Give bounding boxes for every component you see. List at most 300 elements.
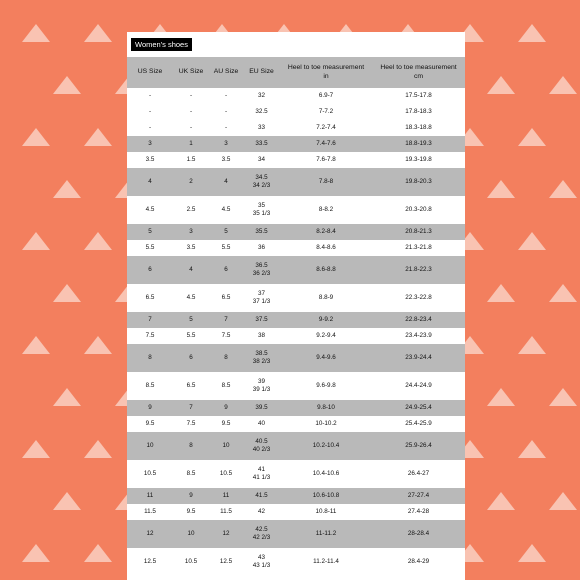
cell-heel-toe-in: [280, 488, 372, 504]
table-row: [127, 224, 465, 240]
cell-text: 9.4-9.6: [316, 354, 336, 362]
cell-heel-toe-in: [280, 328, 372, 344]
cell-text: 12: [222, 530, 230, 538]
cell-text: -: [224, 108, 228, 116]
table-row: [127, 344, 465, 372]
cell-text: 21.8-22.3: [405, 266, 432, 274]
cell-us-size: [127, 224, 173, 240]
cell-text: 6.5: [145, 294, 155, 302]
cell-au-size: [209, 548, 243, 576]
cell-text: 3: [148, 140, 152, 148]
cell-text: 8: [224, 354, 228, 362]
triangle-shape: [84, 440, 112, 458]
cell-heel-toe-in: [280, 168, 372, 196]
cell-uk-size: [173, 520, 209, 548]
cell-text: 20.3-20.8: [405, 206, 432, 214]
cell-au-size: [209, 460, 243, 488]
cell-us-size: [127, 104, 173, 120]
triangle-shape: [549, 284, 577, 302]
cell-heel-toe-in: [280, 120, 372, 136]
table-row: [127, 152, 465, 168]
cell-text: 10.6-10.8: [312, 492, 340, 500]
cell-us-size: [127, 344, 173, 372]
triangle-shape: [53, 180, 81, 198]
cell-text: in: [323, 72, 329, 80]
triangle-shape: [518, 232, 546, 250]
cell-text: 9.2-9.4: [316, 332, 336, 340]
triangle-shape: [22, 128, 50, 146]
cell-uk-size: [173, 168, 209, 196]
cell-text: 6.5: [221, 294, 231, 302]
cell-au-size: [209, 400, 243, 416]
table-row: [127, 520, 465, 548]
triangle-shape: [22, 24, 50, 42]
cell-text: 9.8-10: [317, 404, 335, 412]
cell-text: 8.5: [145, 382, 155, 390]
cell-au-size: [209, 136, 243, 152]
cell-text: 6: [224, 266, 228, 274]
cell-text: 42.5: [255, 526, 268, 534]
cell-text: 41: [257, 466, 265, 474]
cell-eu-size: [243, 372, 280, 400]
cell-eu-size: [243, 488, 280, 504]
triangle-shape: [84, 232, 112, 250]
cell-text: 12: [146, 530, 154, 538]
table-row: [127, 400, 465, 416]
cell-text: 25.4-25.9: [405, 420, 432, 428]
cell-text: 11.2-11.4: [313, 558, 339, 566]
table-row: [127, 88, 465, 104]
cell-heel-toe-in: [280, 520, 372, 548]
cell-au-size: [209, 344, 243, 372]
cell-heel-toe-cm: [372, 196, 465, 224]
triangle-shape: [22, 232, 50, 250]
triangle-shape: [487, 388, 515, 406]
cell-text: 7.5: [186, 420, 196, 428]
cell-eu-size: [243, 120, 280, 136]
cell-au-size: [209, 488, 243, 504]
cell-text: 10.4-10.6: [312, 470, 340, 478]
cell-heel-toe-in: [280, 416, 372, 432]
cell-text: 10.2-10.4: [312, 442, 340, 450]
header-us-size: [127, 57, 173, 88]
triangle-shape: [518, 440, 546, 458]
cell-eu-size: [243, 196, 280, 224]
cell-text: -: [189, 124, 193, 132]
header-heel-toe-cm: [372, 57, 465, 88]
cell-text: 8: [189, 442, 193, 450]
cell-us-size: [127, 548, 173, 576]
cell-heel-toe-in: [280, 256, 372, 284]
cell-uk-size: [173, 224, 209, 240]
cell-eu-size: [243, 256, 280, 284]
cell-text: cm: [413, 72, 424, 80]
cell-text: 7: [224, 316, 228, 324]
triangle-shape: [487, 492, 515, 510]
cell-text: 11-11.2: [315, 530, 337, 538]
cell-heel-toe-cm: [372, 88, 465, 104]
cell-text: 5.5: [186, 332, 196, 340]
cell-eu-size: [243, 240, 280, 256]
table-title: Women's shoes: [131, 38, 192, 51]
cell-au-size: [209, 88, 243, 104]
cell-text: 4: [148, 178, 152, 186]
cell-text: 3.5: [145, 156, 155, 164]
cell-text: 7.8-8: [318, 178, 334, 186]
cell-heel-toe-in: [280, 548, 372, 576]
triangle-shape: [22, 336, 50, 354]
cell-text: 42: [257, 508, 265, 516]
cell-eu-size: [243, 136, 280, 152]
cell-au-size: [209, 256, 243, 284]
cell-text: 8-8.2: [318, 206, 334, 214]
cell-text: -: [148, 124, 152, 132]
cell-uk-size: [173, 88, 209, 104]
table-row: [127, 460, 465, 488]
table-row: [127, 328, 465, 344]
cell-text: 17.8-18.3: [405, 108, 432, 116]
cell-text: 3.5: [186, 244, 196, 252]
cell-text: 5.5: [145, 244, 155, 252]
cell-text: 6.9-7: [318, 92, 334, 100]
cell-text: 7.5: [221, 332, 231, 340]
cell-text: 32.5: [255, 108, 268, 116]
cell-text: 38: [257, 332, 265, 340]
cell-uk-size: [173, 104, 209, 120]
cell-eu-size: [243, 88, 280, 104]
cell-heel-toe-in: [280, 344, 372, 372]
cell-eu-size: [243, 104, 280, 120]
cell-uk-size: [173, 372, 209, 400]
cell-us-size: [127, 400, 173, 416]
cell-text: 24.9-25.4: [405, 404, 432, 412]
cell-heel-toe-in: [280, 400, 372, 416]
cell-text: -: [148, 108, 152, 116]
cell-text: 9.5: [145, 420, 155, 428]
cell-text: 8.2-8.4: [316, 228, 336, 236]
cell-heel-toe-in: [280, 240, 372, 256]
cell-text: 35: [257, 202, 265, 210]
cell-uk-size: [173, 344, 209, 372]
cell-heel-toe-cm: [372, 152, 465, 168]
cell-us-size: [127, 312, 173, 328]
cell-text: 26.4-27: [407, 470, 430, 478]
triangle-shape: [22, 544, 50, 562]
cell-text: 35.5: [255, 228, 268, 236]
cell-uk-size: [173, 432, 209, 460]
cell-text: 39 1/3: [252, 386, 271, 393]
cell-text: 36.5: [255, 262, 268, 270]
cell-heel-toe-cm: [372, 372, 465, 400]
cell-text: 12.5: [143, 558, 157, 566]
table-row: [127, 548, 465, 576]
cell-eu-size: [243, 400, 280, 416]
table-header-row: [127, 57, 465, 88]
cell-text: 36 2/3: [252, 270, 271, 277]
header-eu-size: [243, 57, 280, 88]
cell-heel-toe-cm: [372, 520, 465, 548]
cell-text: 9.5: [221, 420, 231, 428]
cell-text: 40.5: [255, 438, 268, 446]
cell-text: 11: [146, 492, 154, 500]
cell-text: 8.4-8.6: [316, 244, 336, 252]
cell-text: 23.4-23.9: [405, 332, 432, 340]
cell-text: -: [189, 108, 193, 116]
cell-eu-size: [243, 168, 280, 196]
cell-text: 7: [189, 404, 193, 412]
cell-text: US Size: [137, 68, 163, 76]
cell-text: 5: [224, 228, 228, 236]
cell-text: 43 1/3: [252, 562, 271, 569]
cell-text: 11: [222, 492, 230, 500]
cell-us-size: [127, 284, 173, 312]
cell-text: 24.4-24.9: [405, 382, 432, 390]
cell-text: 32: [257, 92, 265, 100]
cell-text: 7.6-7.8: [316, 156, 336, 164]
cell-us-size: [127, 432, 173, 460]
table-row: [127, 284, 465, 312]
cell-text: 23.9-24.4: [405, 354, 432, 362]
cell-text: 12.5: [219, 558, 233, 566]
cell-eu-size: [243, 460, 280, 488]
cell-text: 7-7.2: [318, 108, 334, 116]
table-row: [127, 120, 465, 136]
cell-text: 18.3-18.8: [405, 124, 432, 132]
cell-text: 28.4-29: [407, 558, 430, 566]
cell-text: 6.5: [186, 382, 196, 390]
cell-us-size: [127, 196, 173, 224]
cell-text: 28-28.4: [407, 530, 430, 538]
cell-text: 21.3-21.8: [405, 244, 432, 252]
cell-au-size: [209, 416, 243, 432]
cell-eu-size: [243, 344, 280, 372]
triangle-shape: [84, 336, 112, 354]
cell-text: 40 2/3: [252, 446, 271, 453]
cell-heel-toe-in: [280, 88, 372, 104]
table-row: [127, 240, 465, 256]
cell-text: -: [189, 92, 193, 100]
cell-heel-toe-cm: [372, 432, 465, 460]
triangle-shape: [549, 492, 577, 510]
triangle-shape: [518, 128, 546, 146]
triangle-shape: [22, 440, 50, 458]
cell-eu-size: [243, 432, 280, 460]
cell-text: 10: [187, 530, 195, 538]
table-row: [127, 104, 465, 120]
cell-text: 18.8-19.3: [405, 140, 432, 148]
triangle-shape: [487, 180, 515, 198]
cell-heel-toe-in: [280, 104, 372, 120]
cell-us-size: [127, 328, 173, 344]
cell-heel-toe-cm: [372, 120, 465, 136]
cell-text: 11.5: [144, 508, 156, 516]
cell-us-size: [127, 416, 173, 432]
cell-heel-toe-cm: [372, 488, 465, 504]
cell-us-size: [127, 460, 173, 488]
cell-text: 37: [257, 290, 265, 298]
cell-us-size: [127, 488, 173, 504]
cell-text: 33: [257, 124, 265, 132]
cell-text: 11.5: [220, 508, 232, 516]
cell-heel-toe-cm: [372, 460, 465, 488]
cell-heel-toe-cm: [372, 344, 465, 372]
cell-text: 7: [148, 316, 152, 324]
cell-heel-toe-cm: [372, 400, 465, 416]
cell-eu-size: [243, 284, 280, 312]
cell-text: 6: [189, 354, 193, 362]
cell-text: 4: [224, 178, 228, 186]
size-chart-sheet: [127, 32, 465, 580]
cell-text: 2: [189, 178, 193, 186]
triangle-shape: [53, 76, 81, 94]
cell-heel-toe-in: [280, 224, 372, 240]
cell-text: 4.5: [186, 294, 196, 302]
triangle-shape: [84, 544, 112, 562]
cell-uk-size: [173, 460, 209, 488]
cell-text: 33.5: [255, 140, 268, 148]
cell-text: 34.5: [255, 174, 268, 182]
cell-us-size: [127, 136, 173, 152]
table-row: [127, 488, 465, 504]
cell-uk-size: [173, 328, 209, 344]
triangle-shape: [84, 24, 112, 42]
table-row: [127, 196, 465, 224]
cell-text: UK Size: [178, 68, 204, 76]
cell-text: 35 1/3: [252, 210, 271, 217]
cell-eu-size: [243, 520, 280, 548]
cell-text: -: [224, 92, 228, 100]
cell-text: 1.5: [186, 156, 196, 164]
header-uk-size: [173, 57, 209, 88]
cell-text: 7.4-7.6: [316, 140, 336, 148]
cell-text: EU Size: [249, 68, 274, 76]
cell-au-size: [209, 240, 243, 256]
cell-uk-size: [173, 416, 209, 432]
cell-au-size: [209, 504, 243, 520]
cell-heel-toe-cm: [372, 504, 465, 520]
cell-uk-size: [173, 548, 209, 576]
cell-text: 9: [148, 404, 152, 412]
cell-text: 36: [257, 244, 265, 252]
cell-uk-size: [173, 240, 209, 256]
cell-au-size: [209, 196, 243, 224]
triangle-shape: [53, 492, 81, 510]
cell-uk-size: [173, 488, 209, 504]
cell-au-size: [209, 372, 243, 400]
cell-heel-toe-cm: [372, 312, 465, 328]
triangle-shape: [84, 128, 112, 146]
cell-text: 38 2/3: [252, 358, 271, 365]
triangle-shape: [53, 388, 81, 406]
cell-text: 8.6-8.8: [316, 266, 336, 274]
triangle-shape: [549, 76, 577, 94]
cell-us-size: [127, 520, 173, 548]
cell-uk-size: [173, 284, 209, 312]
cell-text: 4.5: [145, 206, 155, 214]
cell-heel-toe-cm: [372, 416, 465, 432]
cell-text: 3.5: [221, 156, 231, 164]
cell-text: 37.5: [255, 316, 268, 324]
cell-us-size: [127, 168, 173, 196]
cell-text: 4: [189, 266, 193, 274]
cell-text: 7.5: [145, 332, 155, 340]
cell-text: 27-27.4: [407, 492, 430, 500]
cell-uk-size: [173, 312, 209, 328]
cell-heel-toe-in: [280, 372, 372, 400]
cell-au-size: [209, 520, 243, 548]
cell-text: 6: [148, 266, 152, 274]
cell-heel-toe-cm: [372, 328, 465, 344]
cell-uk-size: [173, 196, 209, 224]
cell-text: 25.9-26.4: [405, 442, 432, 450]
cell-us-size: [127, 256, 173, 284]
cell-text: Heel to toe measurement: [380, 64, 457, 72]
cell-text: 39.5: [255, 404, 268, 412]
table-row: [127, 432, 465, 460]
cell-text: 39: [257, 378, 265, 386]
cell-text: 20.8-21.3: [405, 228, 432, 236]
cell-text: 1: [189, 140, 193, 148]
cell-text: 22.3-22.8: [405, 294, 432, 302]
cell-text: -: [224, 124, 228, 132]
cell-text: 43: [257, 554, 265, 562]
cell-heel-toe-cm: [372, 256, 465, 284]
cell-text: 34 2/3: [252, 182, 271, 189]
cell-eu-size: [243, 504, 280, 520]
cell-heel-toe-cm: [372, 104, 465, 120]
cell-text: 5.5: [221, 244, 231, 252]
cell-heel-toe-cm: [372, 136, 465, 152]
cell-heel-toe-cm: [372, 168, 465, 196]
cell-us-size: [127, 120, 173, 136]
cell-us-size: [127, 88, 173, 104]
triangle-shape: [549, 388, 577, 406]
header-heel-toe-in: [280, 57, 372, 88]
cell-au-size: [209, 168, 243, 196]
cell-text: 41.5: [255, 492, 268, 500]
cell-heel-toe-in: [280, 152, 372, 168]
table-row: [127, 504, 465, 520]
triangle-shape: [518, 24, 546, 42]
table-row: [127, 256, 465, 284]
cell-uk-size: [173, 256, 209, 284]
cell-au-size: [209, 104, 243, 120]
triangle-shape: [487, 76, 515, 94]
cell-uk-size: [173, 400, 209, 416]
cell-us-size: [127, 504, 173, 520]
cell-text: 3: [224, 140, 228, 148]
cell-uk-size: [173, 152, 209, 168]
cell-text: 7.2-7.4: [316, 124, 336, 132]
cell-au-size: [209, 432, 243, 460]
cell-heel-toe-in: [280, 504, 372, 520]
cell-text: 40: [257, 420, 265, 428]
cell-text: 8.8-9: [318, 294, 334, 302]
cell-heel-toe-in: [280, 196, 372, 224]
cell-text: 19.3-19.8: [405, 156, 432, 164]
cell-text: 9.5: [186, 508, 196, 516]
cell-text: 10: [222, 442, 230, 450]
cell-eu-size: [243, 548, 280, 576]
cell-au-size: [209, 120, 243, 136]
triangle-shape: [549, 180, 577, 198]
cell-us-size: [127, 240, 173, 256]
triangle-shape: [487, 284, 515, 302]
cell-text: 41 1/3: [252, 474, 271, 481]
cell-eu-size: [243, 416, 280, 432]
cell-uk-size: [173, 504, 209, 520]
cell-eu-size: [243, 224, 280, 240]
